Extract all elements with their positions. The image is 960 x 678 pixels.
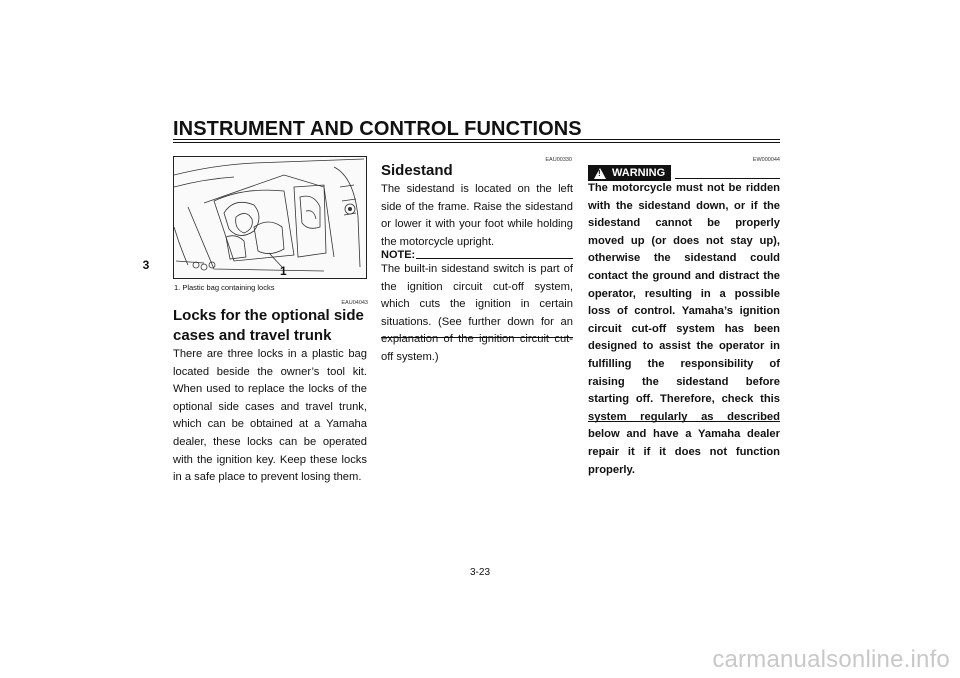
warning-badge-label: WARNING [612,167,666,179]
note-label: NOTE: [381,249,416,261]
heading-sidestand: Sidestand [381,162,453,179]
warning-bottom-rule [588,421,780,422]
note-body-text: The built-in sidestand switch is part of the ignition circuit cut-off system, which cuts the ignition in certain situations. (See further down for an explanation of the ignition circuit cut-off system.) [381,263,573,363]
section-code-locks: EAU04043 [341,300,368,306]
note-top-rule [416,258,573,259]
page-number: 3-23 [469,567,490,578]
figure-caption: 1. Plastic bag containing locks [174,283,275,292]
warning-body-text: The motorcycle must not be ridden with the sidestand down, or if the sidestand cannot be properly moved up (or does not stay up), otherwise the sidestand could contact the ground and distract the operator, resulting in a possible loss of control. Yamaha’s ignition circuit cut-off system has been designed to assist the operator in fulfilling the responsibility of raising the sidestand before starting off. Therefore, check this system regularly as described below and have a Yamaha dealer repair it if it does not function properly. [588,182,780,476]
figure-illustration [174,157,365,277]
section-code-warning: EW000044 [752,157,780,163]
locks-body-text: There are three locks in a plastic bag located beside the owner’s tool kit. When used to replace the locks of the optional side cases and travel trunk, which can be obtained at a Yamaha dealer, these locks can be operated with the ignition key. Keep these locks in a safe place to prevent losing them. [173,348,367,484]
figure-plastic-bag-locks [173,156,367,279]
sidestand-body-text: The sidestand is located on the left side of the frame. Raise the sidestand or lower it with your foot while holding the motorcycle upright. [381,183,573,248]
warning-badge [588,165,671,181]
header-rule [173,139,780,143]
figure-callout-number: 1 [280,264,287,277]
chapter-tab: 3 [142,258,150,272]
page-header-title: INSTRUMENT AND CONTROL FUNCTIONS [173,118,582,140]
warning-triangle-icon: ! [594,168,606,179]
note-bottom-rule [381,337,573,338]
section-code-sidestand: EAU00330 [545,157,572,163]
watermark: carmanualsonline.info [712,646,950,673]
warning-top-rule [675,178,780,179]
heading-locks: Locks for the optional side cases and travel trunk [173,307,364,344]
